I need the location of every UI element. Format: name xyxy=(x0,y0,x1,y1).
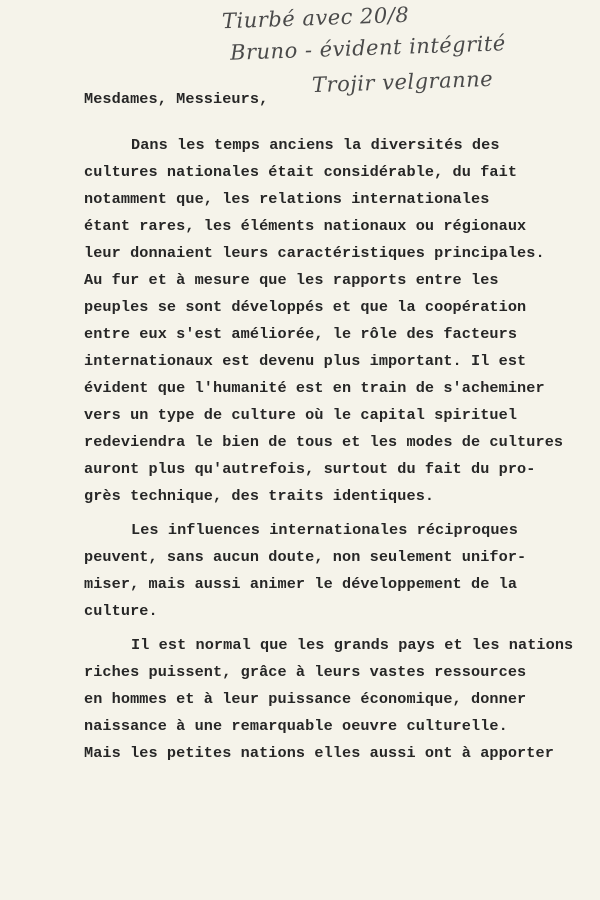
text-line: étant rares, les éléments nationaux ou régionaux xyxy=(84,217,527,235)
text-line: Au fur et à mesure que les rapports entre les xyxy=(84,271,499,289)
text-line: Les influences internationales réciproques xyxy=(131,521,518,539)
text-line: cultures nationales était considérable, du fait xyxy=(84,163,518,181)
text-line: culture. xyxy=(84,602,158,620)
text-line: naissance à une remarquable oeuvre culturelle. xyxy=(84,717,508,735)
text-line: en hommes et à leur puissance économique, donner xyxy=(84,690,527,708)
text-line: miser, mais aussi animer le développement de la xyxy=(84,575,518,593)
text-line: peuvent, sans aucun doute, non seulement unifor- xyxy=(84,548,527,566)
text-line: peuples se sont développés et que la coopération xyxy=(84,298,527,316)
handwritten-note-line-2: Bruno - évident intégrité xyxy=(229,31,507,65)
text-line: redeviendra le bien de tous et les modes de cultures xyxy=(84,433,564,451)
handwritten-note-line-1: Tiurbé avec 20/8 xyxy=(221,2,410,34)
text-line: auront plus qu'autrefois, surtout du fait du pro- xyxy=(84,460,536,478)
text-line: notamment que, les relations internationales xyxy=(84,190,490,208)
text-line: riches puissent, grâce à leurs vastes ressources xyxy=(84,663,527,681)
text-line: Dans les temps anciens la diversités des xyxy=(131,136,500,154)
letter-salutation: Mesdames, Messieurs, xyxy=(84,90,269,108)
text-line: leur donnaient leurs caractéristiques principales. xyxy=(84,244,545,262)
text-line: grès technique, des traits identiques. xyxy=(84,487,435,505)
text-line: Mais les petites nations elles aussi ont à apporter xyxy=(84,744,554,762)
text-line: vers un type de culture où le capital spirituel xyxy=(84,406,518,424)
handwritten-note-line-3: Trojir velgranne xyxy=(311,66,494,98)
text-line: entre eux s'est améliorée, le rôle des facteurs xyxy=(84,325,518,343)
text-line: évident que l'humanité est en train de s'acheminer xyxy=(84,379,545,397)
text-line: Il est normal que les grands pays et les nations xyxy=(131,636,574,654)
text-line: internationaux est devenu plus important. Il est xyxy=(84,352,527,370)
